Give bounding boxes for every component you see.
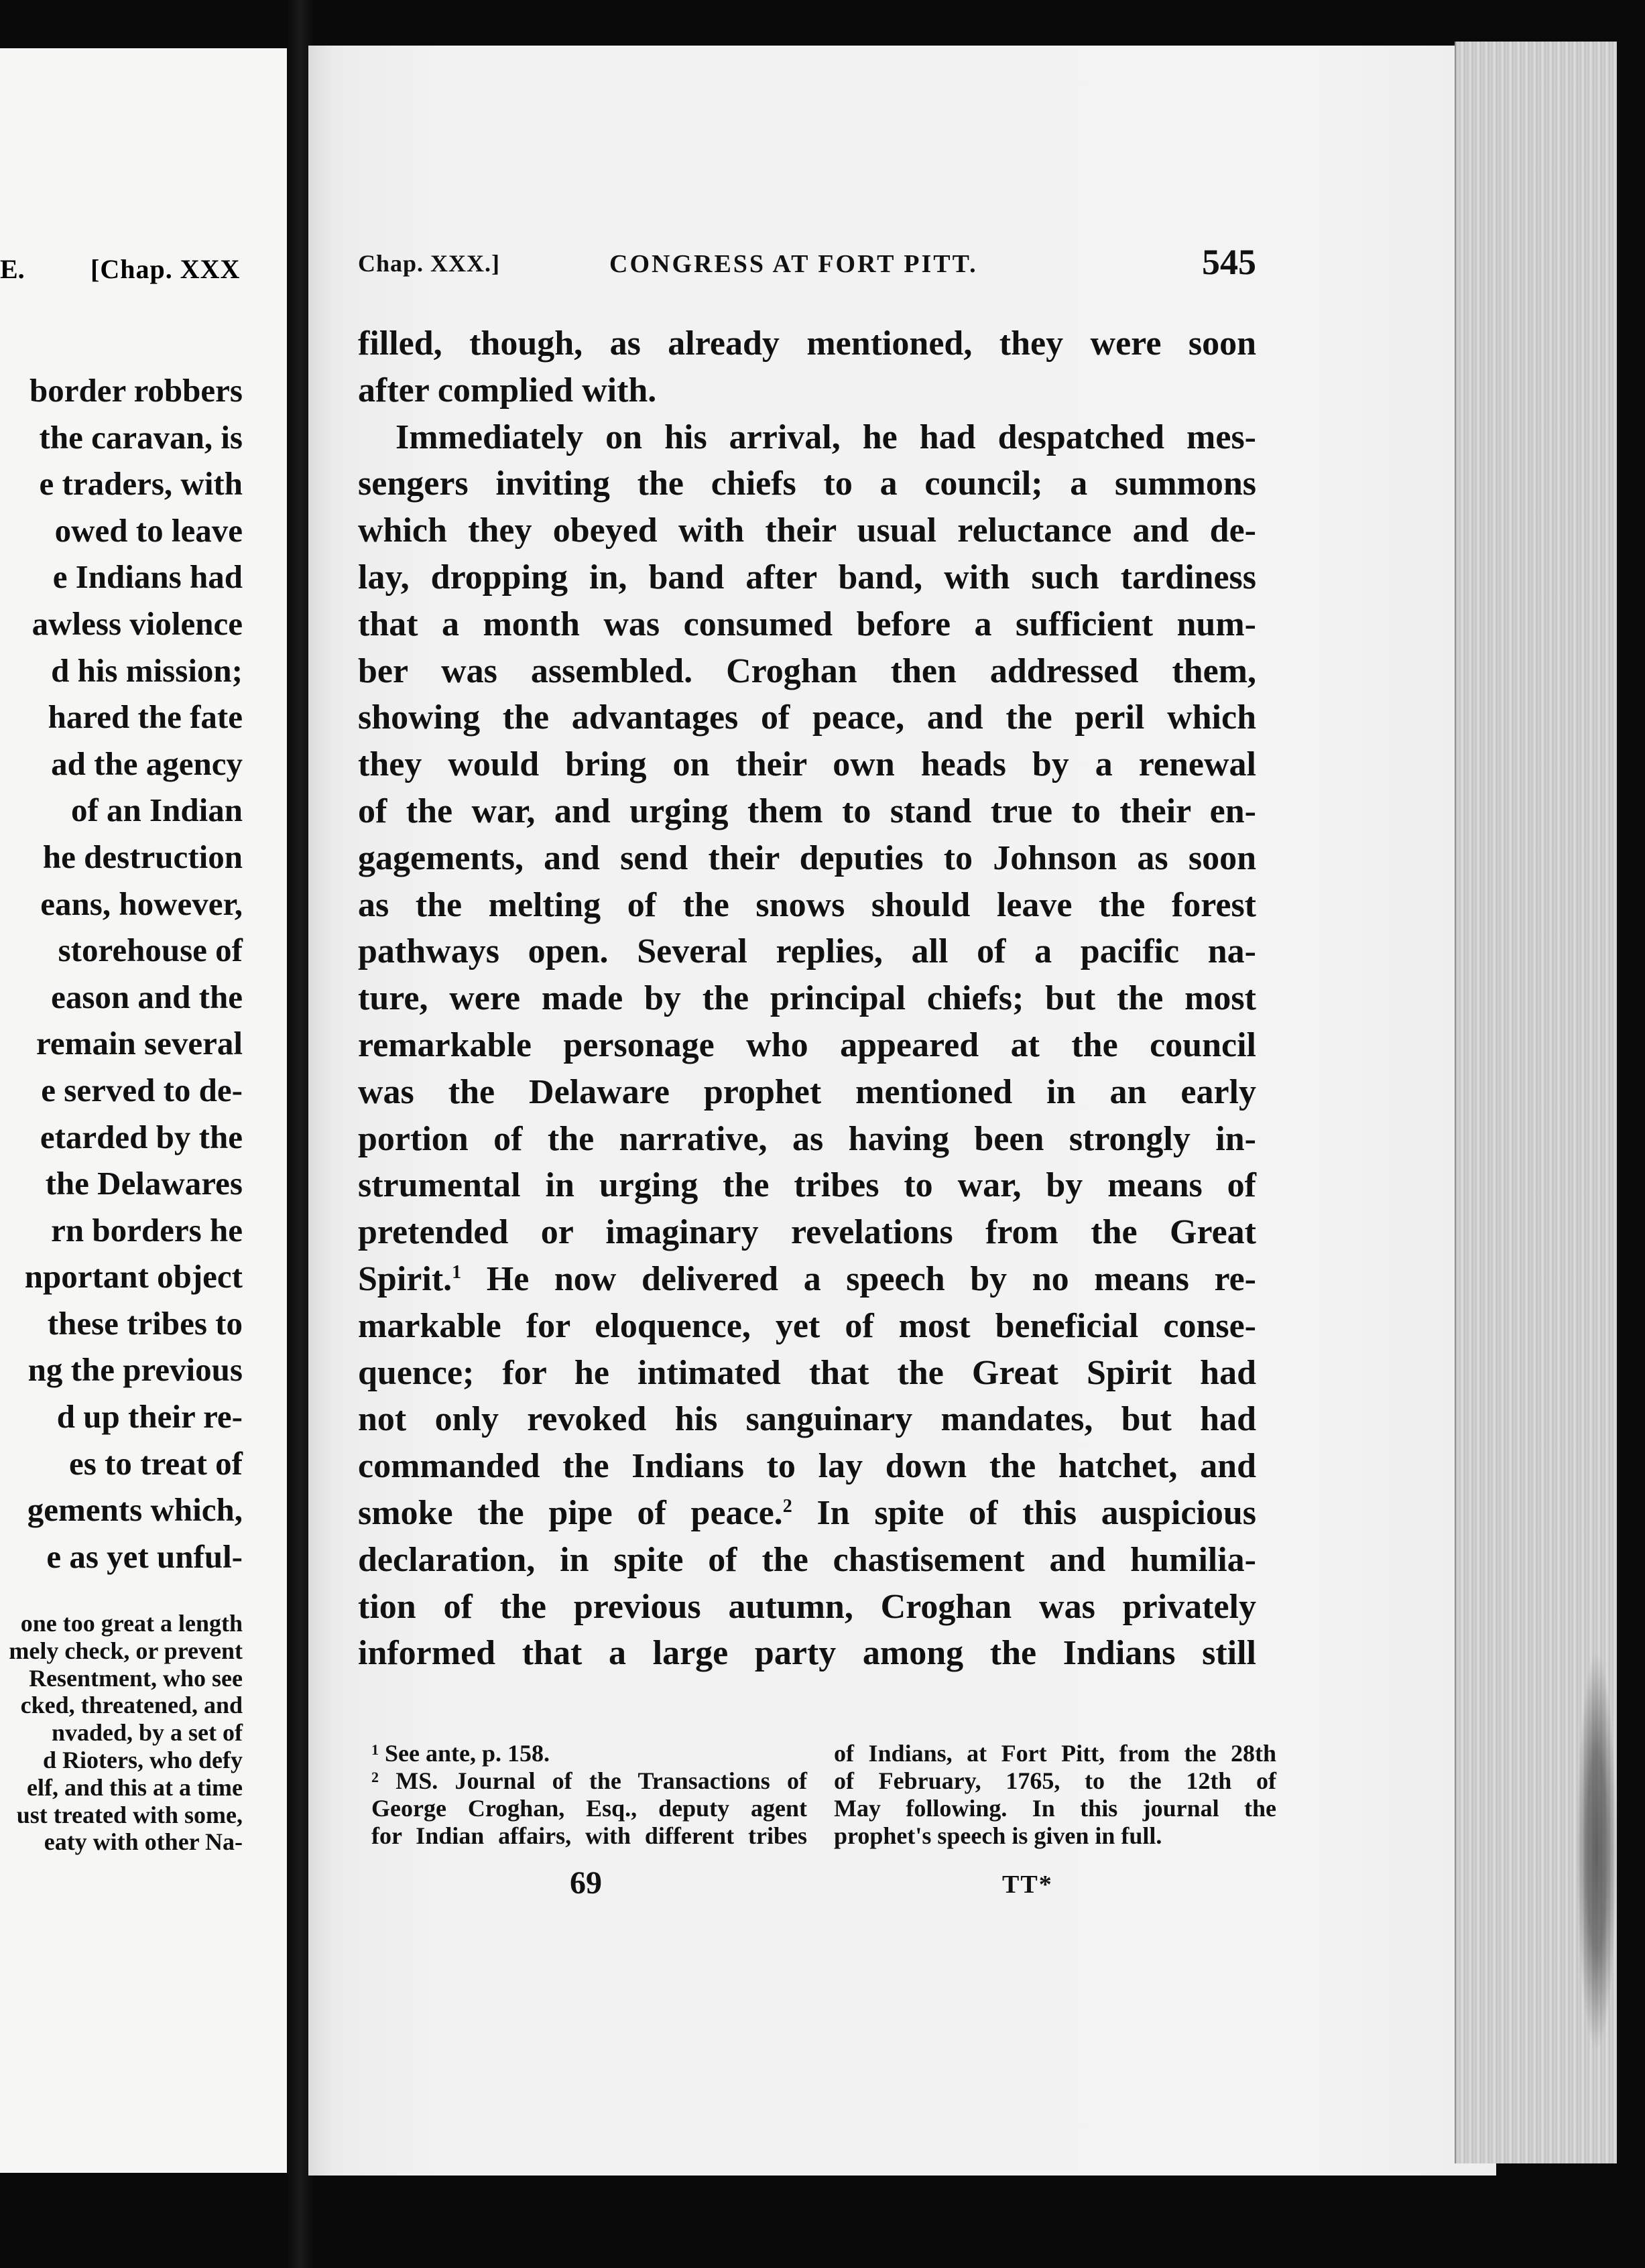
left-line: eans, however,	[40, 885, 243, 922]
footnote-ref-2[interactable]: 2	[782, 1495, 792, 1517]
footnote-2-line	[371, 1767, 807, 1795]
left-running-head	[0, 249, 241, 290]
page-edge-stain	[1577, 1650, 1617, 2052]
left-line: these tribes to	[47, 1304, 243, 1342]
body-text-segment: smoke the pipe of peace.	[358, 1493, 783, 1532]
left-line: rn borders he	[51, 1211, 243, 1249]
footnote-2-line: George Croghan, Esq., deputy agent	[371, 1795, 807, 1822]
footnote-mark: 2	[371, 1769, 379, 1785]
footnote-ref-1[interactable]: 1	[452, 1261, 462, 1283]
left-footnote-line: Resentment, who see	[29, 1664, 243, 1692]
body-line: of the war, and urging them to stand true to their en-	[358, 792, 1256, 830]
body-line: tion of the previous autumn, Croghan was privately	[358, 1587, 1256, 1626]
body-line: filled, though, as already mentioned, they were soon	[358, 324, 1256, 363]
body-line: that a month was consumed before a sufficient num-	[358, 605, 1256, 643]
left-line: of an Indian	[70, 792, 243, 829]
body-line: quence; for he intimated that the Great Spirit had	[358, 1353, 1256, 1392]
body-line: strumental in urging the tribes to war, by means of	[358, 1166, 1256, 1205]
left-line: es to treat of	[69, 1444, 243, 1482]
body-line-with-footnote-2	[358, 1490, 1256, 1537]
running-head-title: CONGRESS AT FORT PITT.	[609, 250, 978, 278]
left-line: storehouse of	[58, 932, 243, 969]
body-line: ture, were made by the principal chiefs; but the most	[358, 979, 1256, 1018]
body-line: pretended or imaginary revelations from the Great	[358, 1213, 1256, 1252]
body-line: pathways open. Several replies, all of a pacific na-	[358, 932, 1256, 971]
running-head	[358, 241, 1256, 281]
left-line: d up their re-	[56, 1398, 243, 1436]
left-footnote-line: nvaded, by a set of	[51, 1719, 243, 1747]
body-line: as the melting of the snows should leave the forest	[358, 885, 1256, 924]
left-footnote-line: d Rioters, who defy	[43, 1746, 243, 1773]
body-line: commanded the Indians to lay down the hatchet, and	[358, 1447, 1256, 1486]
footnote-2-cont-line: May following. In this journal the	[834, 1795, 1276, 1822]
page-edge	[1455, 42, 1617, 2163]
left-line: d his mission;	[51, 651, 243, 689]
printer-signatures	[570, 1865, 1079, 1905]
footnotes	[371, 1740, 1276, 1847]
left-footnote-line: cked, threatened, and	[20, 1692, 243, 1719]
body-line: declaration, in spite of the chastisement and humilia-	[358, 1540, 1256, 1579]
footnote-2-cont-line: prophet's speech is given in full.	[834, 1822, 1162, 1849]
left-footnotes	[0, 1610, 243, 1856]
left-line: border robbers	[29, 372, 243, 409]
left-line: etarded by the	[40, 1118, 243, 1155]
body-line: informed that a large party among the Indians still	[358, 1634, 1256, 1673]
left-line: nportant object	[24, 1258, 243, 1296]
left-line: e served to de-	[41, 1071, 243, 1109]
body-line: they would bring on their own heads by a renewal	[358, 745, 1256, 784]
body-line: after complied with.	[358, 371, 657, 410]
footnote-1	[371, 1740, 807, 1767]
left-header-chapter: [Chap. XXX	[90, 254, 241, 284]
left-line: e Indians had	[52, 558, 243, 596]
left-line: he destruction	[42, 838, 243, 875]
left-line: owed to leave	[54, 511, 243, 549]
left-header-letter: E.	[0, 254, 25, 284]
footnote-column-left	[371, 1740, 807, 1850]
body-line: was the Delaware prophet mentioned in an early	[358, 1072, 1256, 1111]
footnote-mark: 1	[371, 1741, 379, 1758]
body-text	[358, 320, 1256, 1677]
running-head-chapter: Chap. XXX.]	[358, 250, 501, 277]
left-line: ad the agency	[51, 745, 243, 782]
left-line: gements which,	[27, 1491, 243, 1529]
left-line: hared the fate	[48, 698, 243, 736]
footnote-text: MS. Journal of the Transactions of	[395, 1767, 807, 1794]
body-line: remarkable personage who appeared at the council	[358, 1025, 1256, 1064]
left-line: ng the previous	[27, 1351, 243, 1389]
footnote-2-cont-line: of February, 1765, to the 12th of	[834, 1767, 1276, 1794]
left-footnote-line: eaty with other Na-	[44, 1828, 243, 1856]
body-line-with-footnote-1	[358, 1256, 1256, 1303]
footnote-text: See ante, p. 158.	[385, 1740, 550, 1767]
body-line: showing the advantages of peace, and the peril which	[358, 698, 1256, 737]
left-line: the Delawares	[45, 1165, 243, 1202]
left-line: e as yet unful-	[46, 1537, 243, 1575]
footnote-2-line: for Indian affairs, with different tribes	[371, 1822, 807, 1849]
body-text-segment: Spirit.	[358, 1259, 452, 1298]
footnote-2-cont-line: of Indians, at Fort Pitt, from the 28th	[834, 1740, 1276, 1767]
footnote-column-right	[834, 1740, 1276, 1850]
left-footnote-line: one too great a length	[20, 1610, 243, 1637]
body-line: sengers inviting the chiefs to a council; a summons	[358, 464, 1256, 503]
body-line: lay, dropping in, band after band, with such tardiness	[358, 558, 1256, 596]
body-line: ber was assembled. Croghan then addressed them,	[358, 651, 1256, 690]
left-line: the caravan, is	[39, 418, 243, 456]
left-line: remain several	[36, 1025, 243, 1062]
left-page	[0, 48, 287, 2173]
body-line: Immediately on his arrival, he had despatched mes-	[395, 418, 1256, 456]
body-text-segment: He now delivered a speech by no means re-	[486, 1259, 1256, 1298]
sheet-number: 69	[570, 1865, 602, 1901]
left-line: eason and the	[51, 978, 243, 1015]
left-footnote-line: mely check, or prevent	[9, 1637, 243, 1664]
left-footnote-line: ust treated with some,	[16, 1801, 243, 1828]
left-body-text	[0, 367, 243, 1580]
body-line: markable for eloquence, yet of most beneficial conse-	[358, 1306, 1256, 1345]
left-footnote-line: elf, and this at a time	[27, 1773, 243, 1801]
body-text-segment: In spite of this auspicious	[816, 1493, 1257, 1532]
body-line: not only revoked his sanguinary mandates, but had	[358, 1400, 1256, 1439]
page-number: 545	[1202, 242, 1256, 282]
body-line: portion of the narrative, as having been strongly in-	[358, 1119, 1256, 1158]
signature-mark: TT*	[1002, 1871, 1053, 1899]
body-line: which they obeyed with their usual reluctance and de-	[358, 511, 1256, 550]
left-line: e traders, with	[39, 465, 243, 503]
left-line: awless violence	[32, 605, 243, 642]
body-line: gagements, and send their deputies to Johnson as soon	[358, 838, 1256, 877]
